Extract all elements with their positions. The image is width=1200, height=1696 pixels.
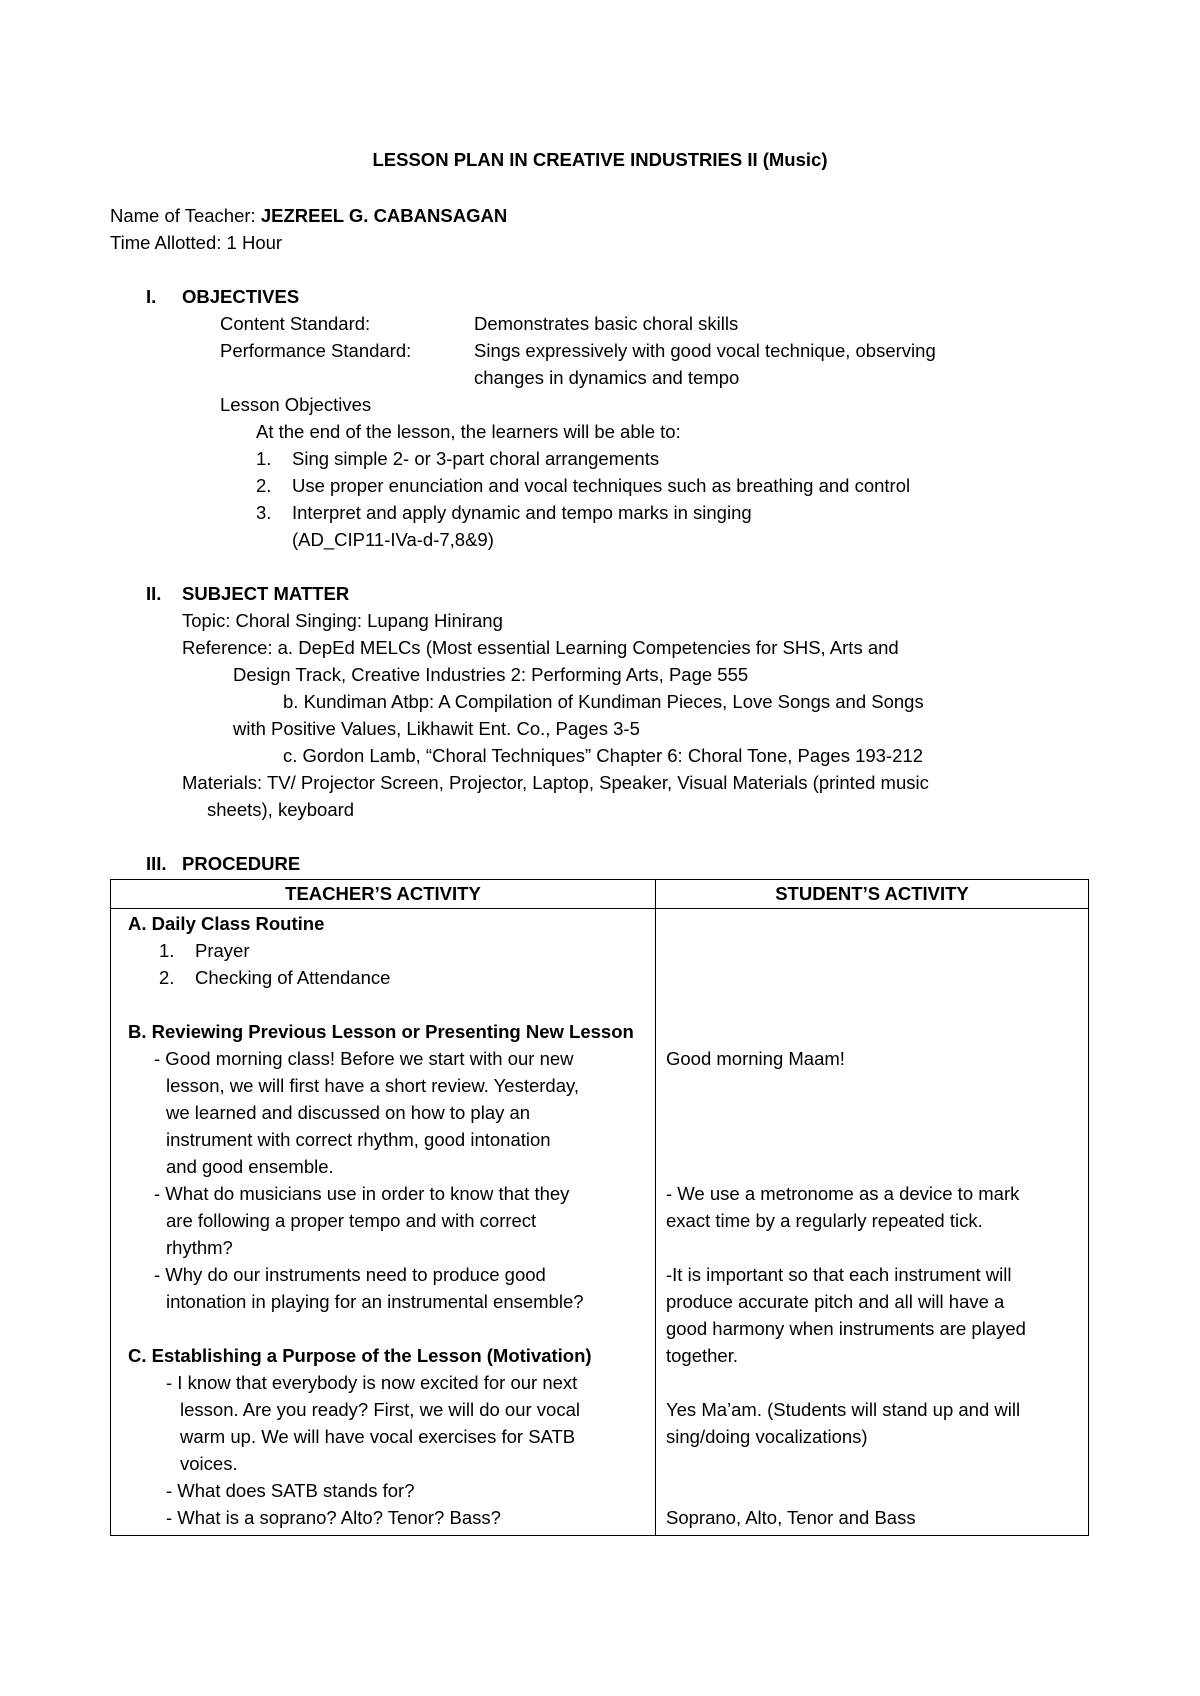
teacher-line: - What do musicians use in order to know that they xyxy=(154,1183,570,1204)
procedure-table xyxy=(110,879,1089,1536)
student-line: Soprano, Alto, Tenor and Bass xyxy=(666,1507,916,1528)
student-line: -It is important so that each instrument will xyxy=(666,1264,1012,1285)
procedure-heading: PROCEDURE xyxy=(182,853,301,874)
student-line: good harmony when instruments are played xyxy=(666,1318,1026,1339)
section-heading-review: B. Reviewing Previous Lesson or Presenting New Lesson xyxy=(128,1021,634,1042)
content-standard-value: Demonstrates basic choral skills xyxy=(474,313,739,334)
teacher-line: and good ensemble. xyxy=(166,1156,334,1177)
student-line: together. xyxy=(666,1345,739,1366)
teacher-line: warm up. We will have vocal exercises for SATB xyxy=(180,1426,576,1447)
teacher-line: - Good morning class! Before we start with our new xyxy=(154,1048,574,1069)
reference-line: Design Track, Creative Industries 2: Performing Arts, Page 555 xyxy=(233,664,749,685)
document-title: LESSON PLAN IN CREATIVE INDUSTRIES II (Music) xyxy=(372,149,828,170)
teacher-line: - What is a soprano? Alto? Tenor? Bass? xyxy=(166,1507,501,1528)
table-header-row xyxy=(111,880,1089,909)
section-heading-motivation: C. Establishing a Purpose of the Lesson (Motivation) xyxy=(128,1345,592,1366)
list-number: 2. xyxy=(159,967,175,988)
teacher-line: - Why do our instruments need to produce good xyxy=(154,1264,546,1285)
table-row xyxy=(111,909,1089,1536)
teacher-activity-cell xyxy=(111,909,656,1536)
reference-line: with Positive Values, Likhawit Ent. Co., Pages 3-5 xyxy=(233,718,640,739)
student-line: exact time by a regularly repeated tick. xyxy=(666,1210,983,1231)
reference-line: b. Kundiman Atbp: A Compilation of Kundiman Pieces, Love Songs and Songs xyxy=(283,691,924,712)
teacher-line: voices. xyxy=(180,1453,238,1474)
subject-matter-number: II. xyxy=(146,583,162,604)
lesson-objectives-label: Lesson Objectives xyxy=(220,394,372,415)
procedure-number: III. xyxy=(146,853,167,874)
objective-number: 2. xyxy=(256,475,272,496)
objective-number: 1. xyxy=(256,448,272,469)
teacher-line: - What does SATB stands for? xyxy=(166,1480,415,1501)
teacher-line: we learned and discussed on how to play an xyxy=(166,1102,531,1123)
routine-item: Checking of Attendance xyxy=(195,967,391,988)
competency-code: (AD_CIP11-IVa-d-7,8&9) xyxy=(292,529,494,550)
objectives-number: I. xyxy=(146,286,157,307)
student-line: produce accurate pitch and all will have a xyxy=(666,1291,1005,1312)
student-line: - We use a metronome as a device to mark xyxy=(666,1183,1020,1204)
teacher-line: lesson, we will first have a short review. Yesterday, xyxy=(166,1075,580,1096)
teacher-line: lesson. Are you ready? First, we will do our vocal xyxy=(180,1399,580,1420)
teacher-line xyxy=(110,202,507,229)
teacher-line: - I know that everybody is now excited for our next xyxy=(166,1372,578,1393)
section-heading-daily-routine: A. Daily Class Routine xyxy=(128,913,325,934)
student-activity-header: STUDENT’S ACTIVITY xyxy=(656,880,1089,909)
materials-line: Materials: TV/ Projector Screen, Projector, Laptop, Speaker, Visual Materials (printed music xyxy=(182,772,929,793)
performance-standard-value-cont: changes in dynamics and tempo xyxy=(474,367,740,388)
list-number: 1. xyxy=(159,940,175,961)
content-standard-label: Content Standard: xyxy=(220,313,371,334)
time-allotted: Time Allotted: 1 Hour xyxy=(110,232,283,253)
student-line: Yes Ma’am. (Students will stand up and will xyxy=(666,1399,1021,1420)
student-activity-cell xyxy=(656,909,1089,1536)
routine-item: Prayer xyxy=(195,940,250,961)
topic: Topic: Choral Singing: Lupang Hinirang xyxy=(182,610,503,631)
objective-item: Interpret and apply dynamic and tempo marks in singing xyxy=(292,502,752,523)
objective-number: 3. xyxy=(256,502,272,523)
teacher-line: intonation in playing for an instrumental ensemble? xyxy=(166,1291,584,1312)
reference-line: Reference: a. DepEd MELCs (Most essential Learning Competencies for SHS, Arts and xyxy=(182,637,899,658)
teacher-activity-header: TEACHER’S ACTIVITY xyxy=(111,880,656,909)
teacher-name: JEZREEL G. CABANSAGAN xyxy=(260,205,508,226)
objective-item: Use proper enunciation and vocal techniques such as breathing and control xyxy=(292,475,911,496)
teacher-line: rhythm? xyxy=(166,1237,233,1258)
objective-item: Sing simple 2- or 3-part choral arrangements xyxy=(292,448,660,469)
teacher-label: Name of Teacher: xyxy=(110,205,261,226)
student-line: Good morning Maam! xyxy=(666,1048,845,1069)
student-line: sing/doing vocalizations) xyxy=(666,1426,868,1447)
lesson-objectives-intro: At the end of the lesson, the learners will be able to: xyxy=(256,421,681,442)
performance-standard-value: Sings expressively with good vocal technique, observing xyxy=(474,340,936,361)
performance-standard-label: Performance Standard: xyxy=(220,340,412,361)
reference-line: c. Gordon Lamb, “Choral Techniques” Chapter 6: Choral Tone, Pages 193-212 xyxy=(283,745,924,766)
subject-matter-heading: SUBJECT MATTER xyxy=(182,583,350,604)
teacher-line: are following a proper tempo and with correct xyxy=(166,1210,537,1231)
materials-line: sheets), keyboard xyxy=(207,799,355,820)
teacher-line: instrument with correct rhythm, good intonation xyxy=(166,1129,551,1150)
objectives-heading: OBJECTIVES xyxy=(182,286,300,307)
